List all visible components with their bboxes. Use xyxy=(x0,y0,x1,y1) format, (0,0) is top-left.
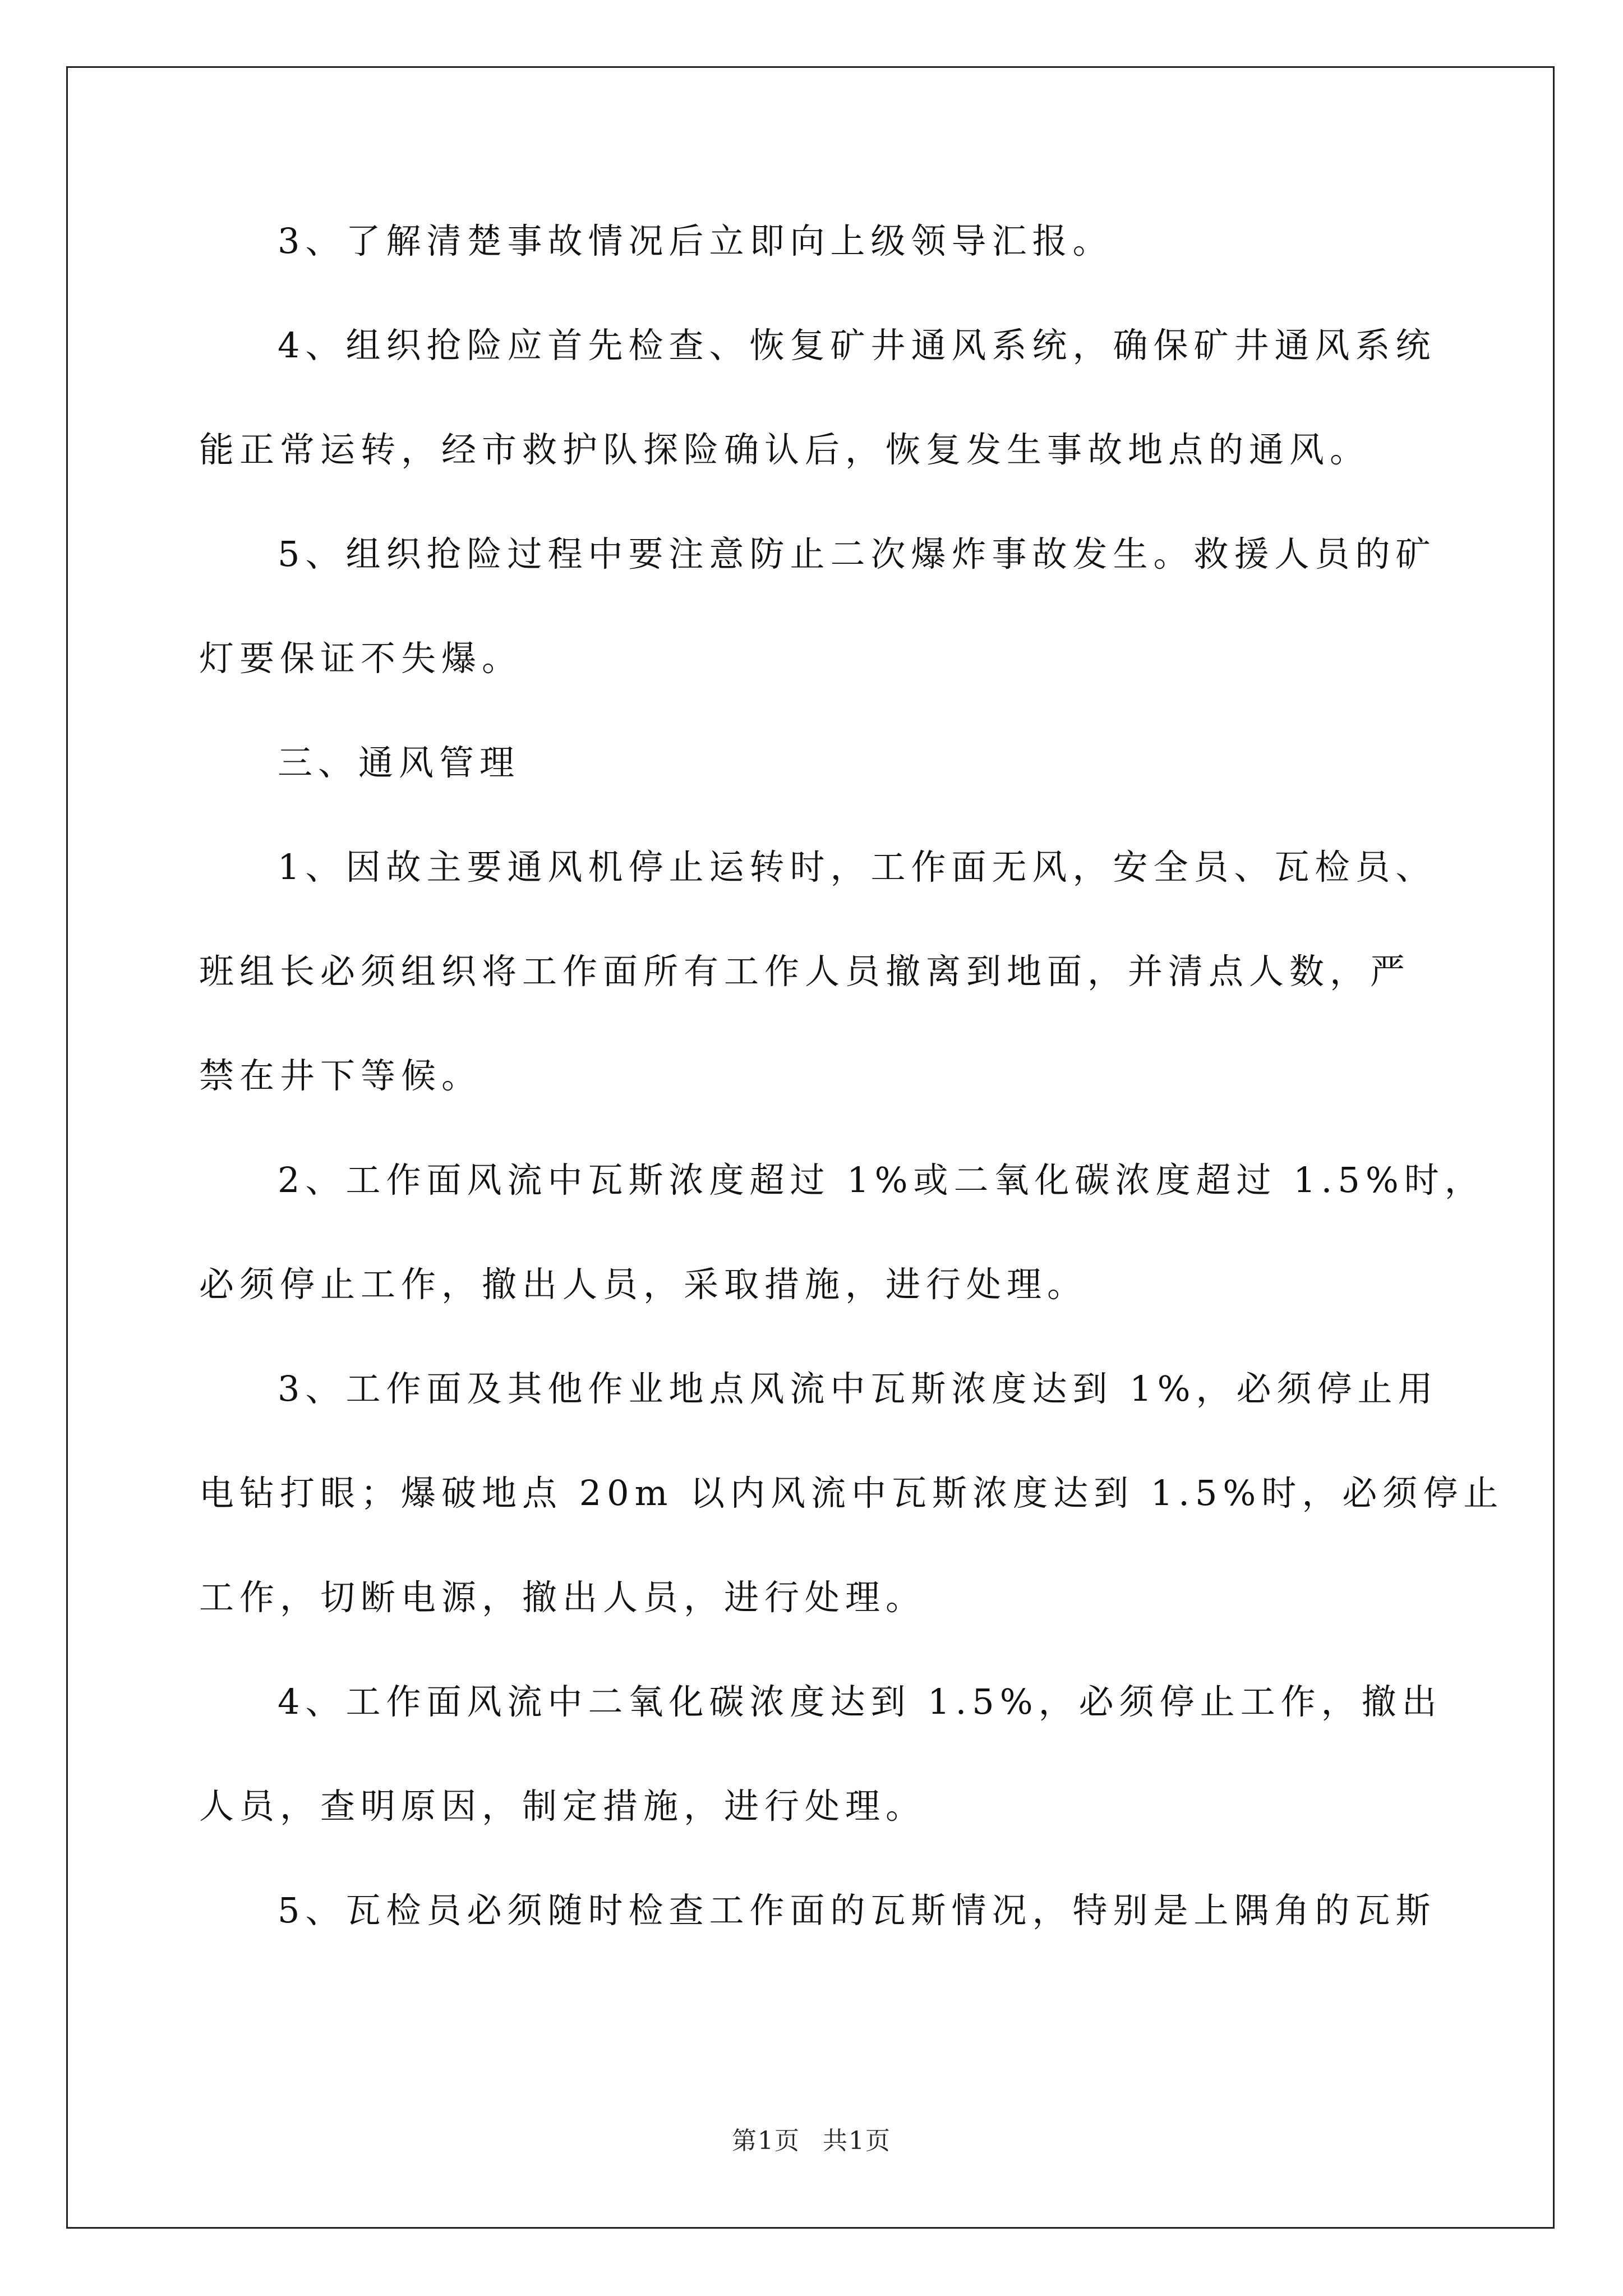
paragraph-line: 灯要保证不失爆。 xyxy=(199,638,523,679)
section-heading: 三、通风管理 xyxy=(278,742,520,783)
paragraph-line: 3、工作面及其他作业地点风流中瓦斯浓度达到 1%，必须停止用 xyxy=(278,1368,1438,1409)
page-footer xyxy=(0,2120,1623,2156)
paragraph-line: 2、工作面风流中瓦斯浓度超过 1%或二氧化碳浓度超过 1.5%时， xyxy=(278,1159,1485,1200)
paragraph-line: 必须停止工作，撤出人员，采取措施，进行处理。 xyxy=(199,1264,1088,1305)
paragraph-line: 5、瓦检员必须随时检查工作面的瓦斯情况，特别是上隅角的瓦斯 xyxy=(278,1890,1436,1931)
paragraph-line: 5、组织抢险过程中要注意防止二次爆炸事故发生。救援人员的矿 xyxy=(278,533,1436,574)
paragraph-line: 班组长必须组织将工作面所有工作人员撤离到地面，并清点人数，严 xyxy=(199,951,1411,992)
paragraph-line: 能正常运转，经市救护队探险确认后，恢复发生事故地点的通风。 xyxy=(199,429,1371,470)
paragraph-line: 电钻打眼；爆破地点 20m 以内风流中瓦斯浓度达到 1.5%时，必须停止 xyxy=(199,1473,1504,1513)
paragraph-line: 3、了解清楚事故情况后立即向上级领导汇报。 xyxy=(278,220,1113,261)
paragraph-line: 禁在井下等候。 xyxy=(199,1055,482,1096)
paragraph-line: 人员，查明原因，制定措施，进行处理。 xyxy=(199,1786,926,1826)
paragraph-line: 4、组织抢险应首先检查、恢复矿井通风系统，确保矿井通风系统 xyxy=(278,325,1436,366)
paragraph-line: 1、因故主要通风机停止运转时，工作面无风，安全员、瓦检员、 xyxy=(278,846,1436,887)
page-total: 共1页 xyxy=(823,2127,891,2155)
paragraph-line: 4、工作面风流中二氧化碳浓度达到 1.5%，必须停止工作，撤出 xyxy=(278,1681,1442,1722)
paragraph-line: 工作，切断电源，撤出人员，进行处理。 xyxy=(199,1577,926,1618)
page-number: 第1页 xyxy=(732,2127,800,2155)
